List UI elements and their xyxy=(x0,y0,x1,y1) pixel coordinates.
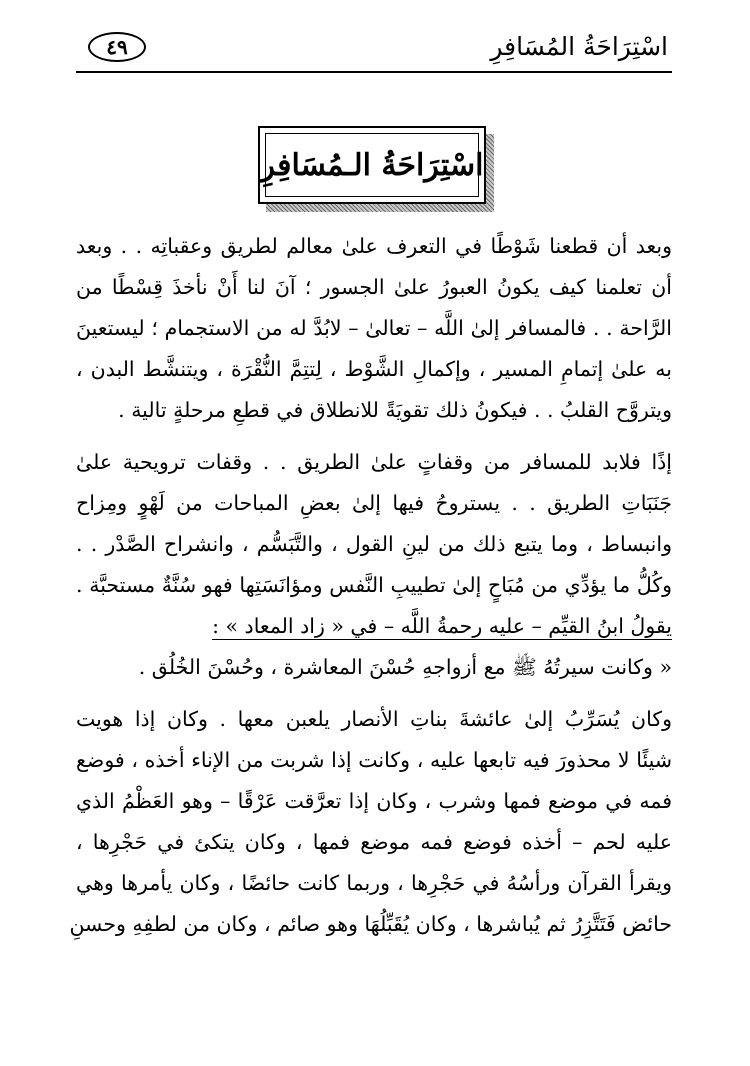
text-line: جَنَبَاتِ الطريق . . يستروحُ فيها إلىٰ بعضِ المباحات من لَهْوٍ ومِزاح xyxy=(76,491,672,515)
chapter-title: اسْتِرَاحَةُ الـمُسَافِرِ xyxy=(260,147,484,183)
page-header xyxy=(76,28,672,76)
page-number: ٤٩ xyxy=(88,32,146,62)
title-box xyxy=(258,126,486,204)
text-line: شيئًا لا محذورَ فيه تابعها عليه ، وكانت إذا شربت من الإناء أخذه ، فوضع xyxy=(76,748,672,772)
header-rule xyxy=(76,71,672,73)
text-line: حائض فَتَتَّزِرُ ثم يُباشرها ، وكان يُقَبِّلُهَا وهو صائم ، وكان من لطفِهِ وحسنِ xyxy=(69,912,672,936)
quote-line: « وكانت سيرتُهُ ﷺ مع أزواجهِ حُسْنَ المعاشرة ، وحُسْنَ الخُلُق . xyxy=(138,655,672,679)
text-line: ويتروَّح القلبُ . . فيكونُ ذلك تقويَةً للانطلاق في قطعِ مرحلةٍ تالية . xyxy=(118,398,672,422)
text-line: الرَّاحة . . فالمسافر إلىٰ اللَّه – تعالىٰ – لابُدَّ له من الاستجمام ؛ ليستعينَ xyxy=(76,316,672,340)
text-line: ويقرأ القرآن ورأسُهُ في حَجْرِها ، وربما كانت حائضًا ، وكان يأمرها وهي xyxy=(76,871,672,895)
quote-intro xyxy=(76,606,672,647)
text-line: وكُلُّ ما يؤدِّي من مُبَاحٍ إلىٰ تطييبِ النَّفس ومؤانَسَتِها فهو سُنَّةٌ مستحبَّة . xyxy=(76,573,672,597)
paragraph-2 xyxy=(76,442,672,606)
text-line: وبعد أن قطعنا شَوْطًا في التعرف علىٰ معالم لطريق وعقباتِه . . وبعد xyxy=(76,234,672,258)
paragraph-3 xyxy=(69,699,672,945)
text-line: فمه في موضع فمها وشرب ، وكان إذا تعرَّقت عَرْقًا – وهو العَظْمُ الذي xyxy=(76,789,672,813)
text-line: أن تعلمنا كيف يكونُ العبورُ علىٰ الجسور ؛ آنَ لنا أَنْ نأخذَ قِسْطًا من xyxy=(76,275,672,299)
quote-intro-text: يقولُ ابنُ القيِّم – عليه رحمةُ اللَّه – في « زاد المعاد » : xyxy=(212,614,672,638)
text-line: به علىٰ إتمامِ المسير ، وإكمالِ الشَّوْط ، لِتتِمَّ النُّقْرَة ، ويتنشَّط البدن ، xyxy=(76,357,672,381)
text-line: عليه لحم – أخذه فوضع فمه موضع فمها ، وكان يتكئ في حَجْرِها ، xyxy=(76,830,672,854)
body-text xyxy=(69,226,672,945)
running-title: اسْتِرَاحَةُ المُسَافِرِ xyxy=(490,32,668,61)
text-line: إذًا فلابد للمسافر من وقفاتٍ علىٰ الطريق . . وقفات ترويحية علىٰ xyxy=(76,450,672,474)
paragraph-1 xyxy=(76,226,672,431)
text-line: وانبساط ، وما يتبع ذلك من لينِ القول ، والتَّبَسُّم ، وانشراح الصَّدْر . . xyxy=(76,532,672,556)
text-line: وكان يُسَرِّبُ إلىٰ عائشةَ بناتِ الأنصار يلعبن معها . وكان إذا هويت xyxy=(76,707,672,731)
chapter-title-frame xyxy=(258,126,494,212)
